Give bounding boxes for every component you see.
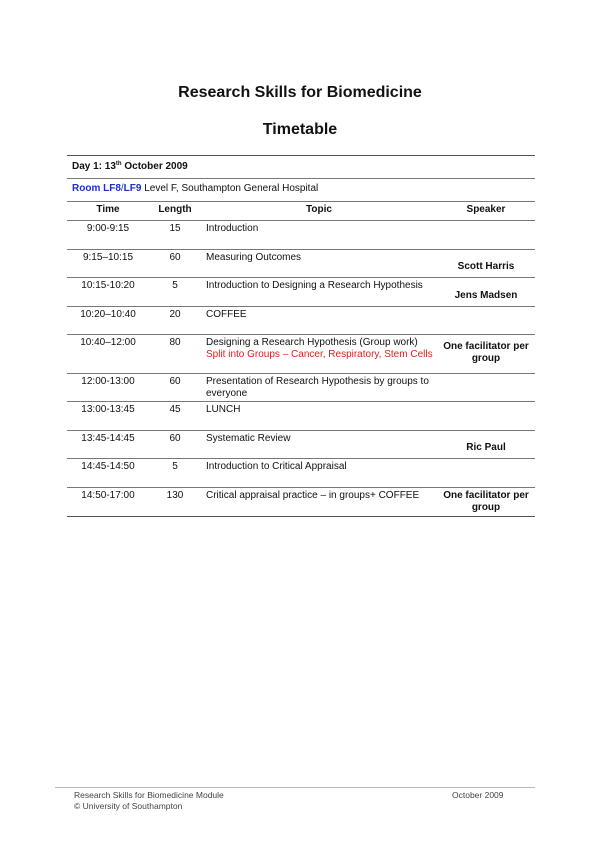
cell-length: 60 — [169, 252, 181, 263]
room-link-lf9[interactable]: LF9 — [123, 183, 142, 194]
cell-length: 60 — [169, 376, 181, 387]
cell-time: 10:40–12:00 — [80, 337, 136, 348]
cell-length: 60 — [169, 433, 181, 444]
cell-length: 20 — [169, 309, 181, 320]
table-row — [67, 459, 535, 488]
cell-topic: Introduction to Critical Appraisal — [206, 461, 347, 472]
footer-copyright: © University of Southampton — [74, 801, 183, 811]
cell-time: 13:45-14:45 — [81, 433, 135, 444]
cell-time: 10:15-10:20 — [81, 280, 135, 291]
cell-speaker — [437, 307, 535, 335]
cell-length: 5 — [172, 461, 178, 472]
topic-text: Designing a Research Hypothesis (Group work) — [206, 337, 418, 348]
room-separator: / — [120, 183, 124, 194]
header-topic: Topic — [306, 204, 332, 215]
cell-time: 9:15–10:15 — [82, 252, 134, 263]
cell-topic: Presentation of Research Hypothesis by groups to everyone — [206, 376, 429, 399]
cell-topic: COFFEE — [206, 309, 247, 320]
divider — [67, 155, 535, 156]
day-label — [72, 161, 188, 172]
cell-time: 13:00-13:45 — [81, 404, 135, 415]
room-link-lf8[interactable]: Room LF8 — [72, 183, 121, 194]
day-label-month-year: October 2009 — [121, 161, 188, 172]
divider — [67, 178, 535, 179]
document-title: Research Skills for Biomedicine — [178, 84, 422, 101]
cell-length: 80 — [169, 337, 181, 348]
cell-speaker: Jens Madsen — [454, 290, 518, 301]
day-label-date: Day 1: 13 — [72, 161, 116, 172]
footer-module: Research Skills for Biomedicine Module — [74, 790, 224, 800]
table-row — [67, 221, 535, 250]
cell-time: 12:00-13:00 — [81, 376, 135, 387]
cell-speaker — [437, 402, 535, 431]
cell-time: 14:50-17:00 — [81, 490, 135, 501]
cell-speaker — [437, 459, 535, 488]
cell-topic: Critical appraisal practice – in groups+ COFFEE — [206, 490, 420, 501]
cell-topic: Introduction to Designing a Research Hypothesis — [206, 280, 423, 291]
cell-time: 9:00-9:15 — [86, 223, 130, 234]
cell-topic: Systematic Review — [206, 433, 291, 444]
cell-topic: Measuring Outcomes — [206, 252, 302, 263]
table-row — [67, 250, 535, 278]
table-row — [67, 431, 535, 459]
day-label-ordinal: th — [115, 161, 122, 167]
footer-divider — [55, 787, 535, 788]
footer-left — [74, 790, 224, 812]
cell-length: 45 — [169, 404, 181, 415]
cell-length: 5 — [172, 280, 178, 291]
cell-speaker: One facilitator per group — [443, 490, 529, 513]
cell-speaker: Scott Harris — [457, 261, 515, 272]
header-time: Time — [96, 204, 120, 215]
room-line — [72, 183, 318, 194]
document-subtitle: Timetable — [262, 121, 338, 138]
table-row — [67, 278, 535, 307]
topic-note: Split into Groups – Cancer, Respiratory, Stem Cells — [206, 349, 433, 360]
cell-speaker: One facilitator per group — [443, 341, 529, 364]
header-speaker: Speaker — [466, 204, 506, 215]
cell-speaker: Ric Paul — [466, 442, 506, 453]
footer-date: October 2009 — [452, 790, 504, 800]
cell-speaker — [437, 374, 535, 402]
table-row — [67, 307, 535, 335]
table-row — [67, 488, 535, 517]
table-row — [67, 402, 535, 431]
cell-time: 14:45-14:50 — [81, 461, 135, 472]
cell-time: 10:20–10:40 — [80, 309, 136, 320]
cell-speaker — [437, 221, 535, 250]
cell-topic: LUNCH — [206, 404, 241, 415]
cell-topic: Introduction — [206, 223, 259, 234]
cell-length: 130 — [166, 490, 184, 501]
timetable — [67, 201, 535, 517]
header-length: Length — [158, 204, 192, 215]
cell-length: 15 — [169, 223, 181, 234]
table-header-row — [67, 202, 535, 221]
table-row — [67, 374, 535, 402]
table-row — [67, 335, 535, 374]
room-location: Level F, Southampton General Hospital — [141, 183, 319, 194]
cell-topic — [201, 335, 437, 374]
